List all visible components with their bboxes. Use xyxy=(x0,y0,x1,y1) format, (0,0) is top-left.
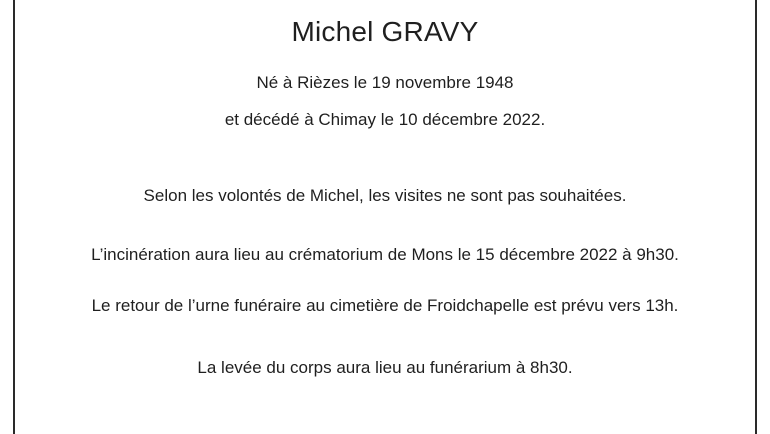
birth-info: Né à Rièzes le 19 novembre 1948 xyxy=(256,73,514,92)
urn-return-info: Le retour de l’urne funéraire au cimetière de Froidchapelle est prévu vers 13h. xyxy=(91,296,679,315)
visits-info: Selon les volontés de Michel, les visites ne sont pas souhaitées. xyxy=(143,186,627,205)
frame-right-border xyxy=(755,0,757,434)
body-removal-info: La levée du corps aura lieu au funérarium à 8h30. xyxy=(197,358,573,377)
cremation-info: L’incinération aura lieu au crématorium de Mons le 15 décembre 2022 à 9h30. xyxy=(91,245,679,264)
partial-header-text xyxy=(15,0,755,4)
death-info: et décédé à Chimay le 10 décembre 2022. xyxy=(224,110,546,129)
deceased-name: Michel GRAVY xyxy=(291,16,479,47)
